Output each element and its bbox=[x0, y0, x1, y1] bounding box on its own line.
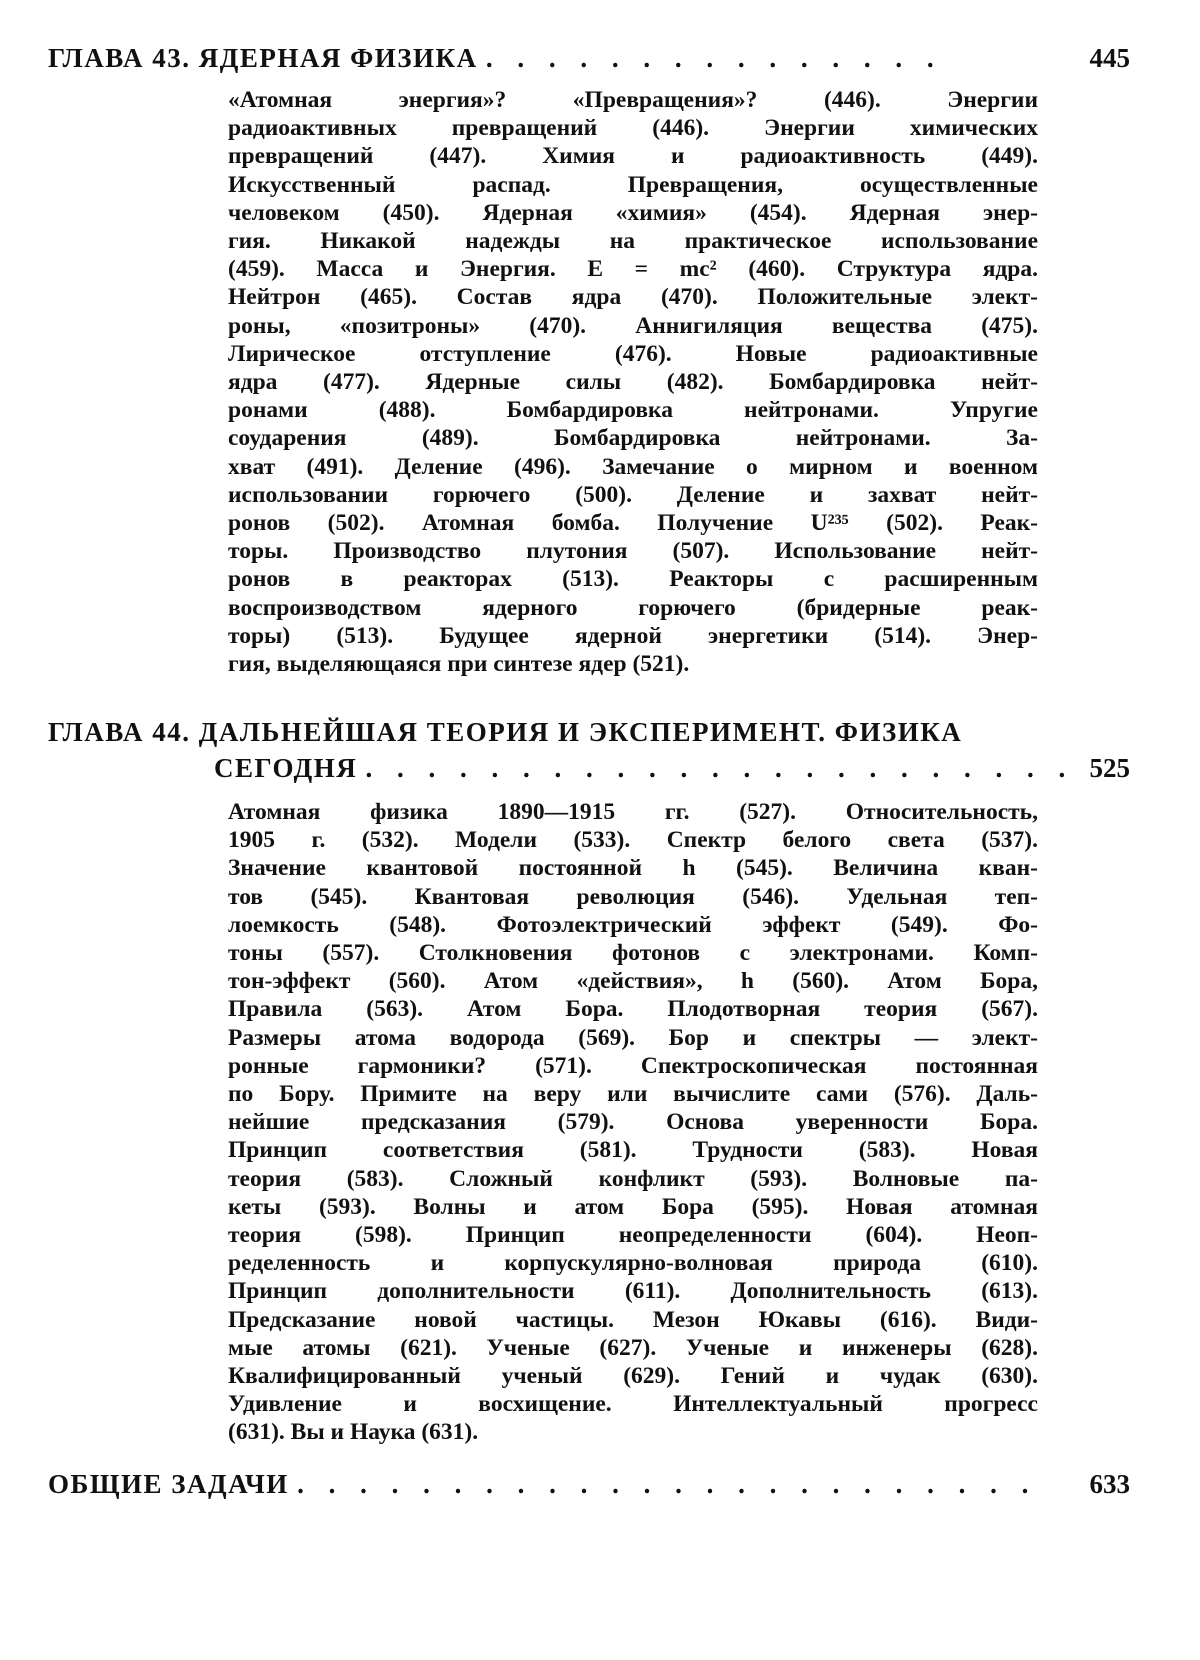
contents-line: теория (583). Сложный конфликт (593). Волновые па- bbox=[228, 1165, 1038, 1192]
general-problems-title: ОБЩИЕ ЗАДАЧИ bbox=[48, 1469, 289, 1499]
contents-line: ронные гармоники? (571). Спектроскопическая постоянная bbox=[228, 1052, 1038, 1079]
chapter-43-title: ГЛАВА 43. ЯДЕРНАЯ ФИЗИКА bbox=[48, 43, 478, 73]
contents-line: Предсказание новой частицы. Мезон Юкавы (616). Види- bbox=[228, 1306, 1038, 1333]
contents-line: использовании горючего (500). Деление и захват нейт- bbox=[228, 481, 1038, 508]
chapter-44-heading-line2 bbox=[48, 750, 1074, 786]
contents-line: Размеры атома водорода (569). Бор и спектры — элект- bbox=[228, 1024, 1038, 1051]
contents-line: ронов в реакторах (513). Реакторы с расширенным bbox=[228, 566, 1038, 593]
contents-line: воспроизводством ядерного горючего (бридерные реак- bbox=[228, 594, 1038, 621]
chapter-43-page-number: 445 bbox=[1089, 43, 1130, 73]
contents-line: теория (598). Принцип неопределенности (604). Неоп- bbox=[228, 1222, 1038, 1249]
contents-line: ронами (488). Бомбардировка нейтронами. Упругие bbox=[228, 397, 1038, 424]
contents-line: (459). Масса и Энергия. E = mc² (460). Структура ядра. bbox=[228, 256, 1038, 283]
contents-line: превращений (447). Химия и радиоактивность (449). bbox=[228, 143, 1038, 170]
contents-line: ядра (477). Ядерные силы (482). Бомбардировка нейт- bbox=[228, 369, 1038, 396]
contents-line: ределенность и корпускулярно-волновая природа (610). bbox=[228, 1250, 1038, 1277]
chapter-44-heading-line1: ГЛАВА 44. ДАЛЬНЕЙШАЯ ТЕОРИЯ И ЭКСПЕРИМЕНТ. ФИЗИКА bbox=[48, 717, 963, 747]
contents-line: тов (545). Квантовая революция (546). Удельная теп- bbox=[228, 883, 1038, 910]
contents-line: нейшие предсказания (579). Основа уверенности Бора. bbox=[228, 1109, 1038, 1136]
contents-line: гия, выделяющаяся при синтезе ядер (521). bbox=[228, 651, 690, 678]
contents-line: «Атомная энергия»? «Превращения»? (446). Энергии bbox=[228, 87, 1038, 113]
general-problems-leader: . . . . . . . . . . . . . . . . . . . . . . . . bbox=[297, 1469, 1038, 1499]
contents-line: Удивление и восхищение. Интеллектуальный прогресс bbox=[228, 1391, 1038, 1418]
contents-line: Нейтрон (465). Состав ядра (470). Положительные элект- bbox=[228, 284, 1038, 311]
contents-line: ронов (502). Атомная бомба. Получение U²³⁵ (502). Реак- bbox=[228, 510, 1038, 537]
contents-line: Принцип соответствия (581). Трудности (583). Новая bbox=[228, 1137, 1038, 1164]
contents-line: радиоактивных превращений (446). Энергии химических bbox=[228, 115, 1038, 142]
contents-line: Правила (563). Атом Бора. Плодотворная теория (567). bbox=[228, 996, 1038, 1023]
contents-line: гия. Никакой надежды на практическое использование bbox=[228, 228, 1038, 255]
contents-line: кеты (593). Волны и атом Бора (595). Новая атомная bbox=[228, 1193, 1038, 1220]
general-problems-page-number: 633 bbox=[1089, 1469, 1130, 1499]
chapter-43-contents bbox=[228, 86, 1038, 678]
contents-line: торы. Производство плутония (507). Использование нейт- bbox=[228, 538, 1038, 565]
chapter-43-leader: . . . . . . . . . . . . . . . bbox=[485, 43, 943, 73]
contents-line: тон-эффект (560). Атом «действия», h (560). Атом Бора, bbox=[228, 968, 1038, 995]
contents-line: Принцип дополнительности (611). Дополнительность (613). bbox=[228, 1278, 1038, 1305]
chapter-44-page-number: 525 bbox=[1089, 753, 1130, 783]
contents-line: лоемкость (548). Фотоэлектрический эффект (549). Фо- bbox=[228, 911, 1038, 938]
contents-line: хват (491). Деление (496). Замечание о мирном и военном bbox=[228, 453, 1038, 480]
contents-line: Значение квантовой постоянной h (545). Величина кван- bbox=[228, 855, 1038, 882]
contents-line: по Бору. Примите на веру или вычислите сами (576). Даль- bbox=[228, 1081, 1038, 1108]
contents-line: тоны (557). Столкновения фотонов с электронами. Комп- bbox=[228, 940, 1038, 967]
contents-line: роны, «позитроны» (470). Аннигиляция вещества (475). bbox=[228, 312, 1038, 339]
chapter-44-contents bbox=[228, 798, 1038, 1447]
contents-line: человеком (450). Ядерная «химия» (454). Ядерная энер- bbox=[228, 199, 1038, 226]
general-problems-heading bbox=[48, 1466, 1037, 1502]
contents-line: торы) (513). Будущее ядерной энергетики (514). Энер- bbox=[228, 622, 1038, 649]
contents-line: Искусственный распад. Превращения, осуществленные bbox=[228, 171, 1038, 198]
contents-line: соударения (489). Бомбардировка нейтронами. За- bbox=[228, 425, 1038, 452]
chapter-44-title-cont: СЕГОДНЯ bbox=[214, 753, 358, 783]
chapter-44-leader: . . . . . . . . . . . . . . . . . . . . . . . bbox=[365, 753, 1075, 783]
contents-line: 1905 г. (532). Модели (533). Спектр белого света (537). bbox=[228, 827, 1038, 854]
contents-line: (631). Вы и Наука (631). bbox=[228, 1419, 479, 1446]
chapter-43-heading bbox=[48, 40, 943, 76]
contents-line: Квалифицированный ученый (629). Гений и чудак (630). bbox=[228, 1363, 1038, 1390]
contents-line: Лирическое отступление (476). Новые радиоактивные bbox=[228, 340, 1038, 367]
contents-line: мые атомы (621). Ученые (627). Ученые и инженеры (628). bbox=[228, 1334, 1038, 1361]
contents-line: Атомная физика 1890—1915 гг. (527). Относительность, bbox=[228, 799, 1038, 825]
